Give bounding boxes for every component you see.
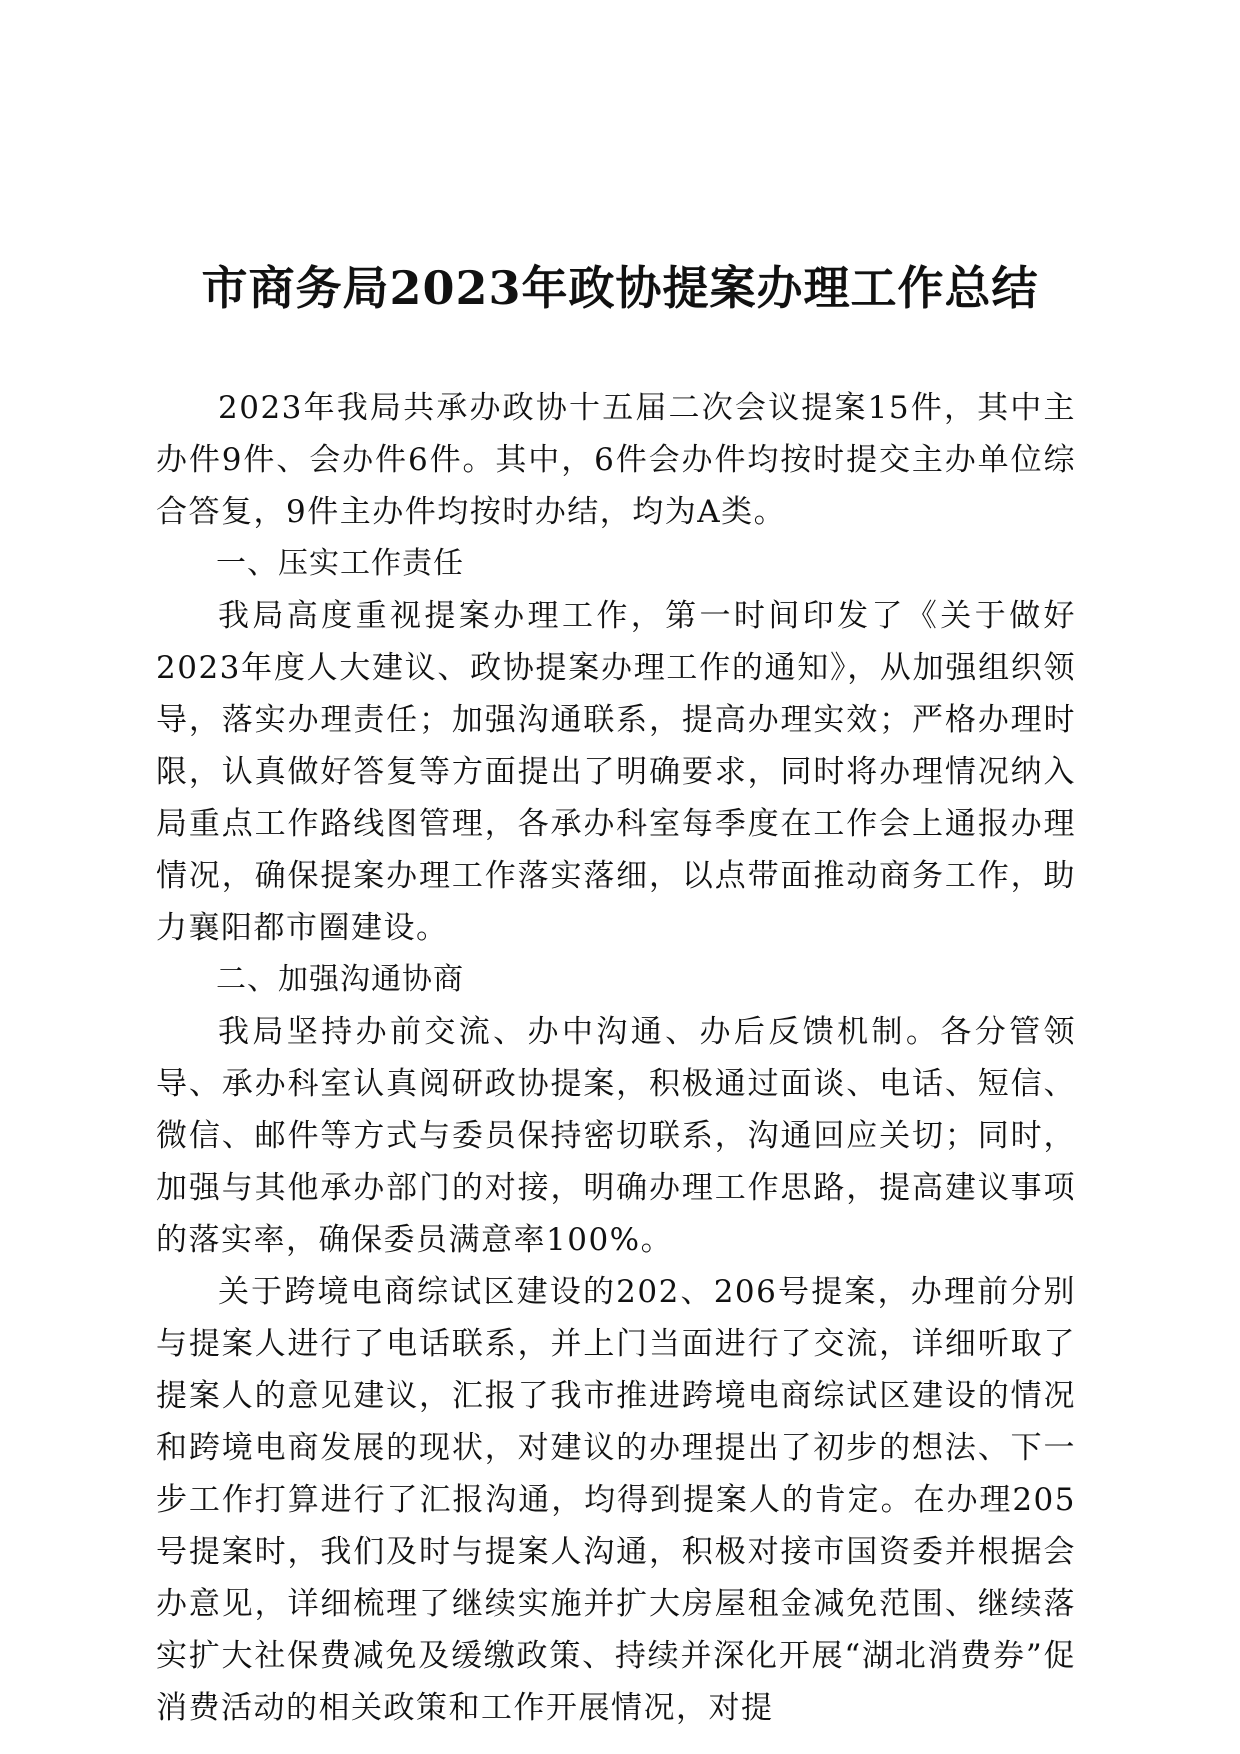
section-heading-2: 二、加强沟通协商 — [216, 962, 464, 997]
document-body — [156, 382, 1076, 1734]
section-2-paragraph-1: 我局坚持办前交流、办中沟通、办后反馈机制。各分管领导、承办科室认真阅研政协提案，积极通过面谈、电话、短信、微信、邮件等方式与委员保持密切联系，沟通回应关切；同时，加强与其他承办部门的对接，明确办理工作思路，提高建议事项的落实率，确保委员满意率100%。 — [156, 1014, 1076, 1258]
document-title: 市商务局2023年政协提案办理工作总结 — [201, 261, 1039, 315]
section-2-paragraph-2: 关于跨境电商综试区建设的202、206号提案，办理前分别与提案人进行了电话联系，并上门当面进行了交流，详细听取了提案人的意见建议，汇报了我市推进跨境电商综试区建设的情况和跨境电商发展的现状，对建议的办理提出了初步的想法、下一步工作打算进行了汇报沟通，均得到提案人的肯定。在办理205号提案时，我们及时与提案人沟通，积极对接市国资委并根据会办意见，详细梳理了继续实施并扩大房屋租金减免范围、继续落实扩大社保费减免及缓缴政策、持续并深化开展“湖北消费券”促消费活动的相关政策和工作开展情况，对提 — [156, 1274, 1076, 1726]
section-heading-1: 一、压实工作责任 — [216, 546, 464, 581]
section-1-paragraph: 我局高度重视提案办理工作，第一时间印发了《关于做好2023年度人大建议、政协提案办理工作的通知》，从加强组织领导，落实办理责任；加强沟通联系，提高办理实效；严格办理时限，认真做好答复等方面提出了明确要求，同时将办理情况纳入局重点工作路线图管理，各承办科室每季度在工作会上通报办理情况，确保提案办理工作落实落细，以点带面推动商务工作，助力襄阳都市圈建设。 — [156, 598, 1076, 946]
intro-paragraph: 2023年我局共承办政协十五届二次会议提案15件，其中主办件9件、会办件6件。其中，6件会办件均按时提交主办单位综合答复，9件主办件均按时办结，均为A类。 — [156, 390, 1076, 530]
